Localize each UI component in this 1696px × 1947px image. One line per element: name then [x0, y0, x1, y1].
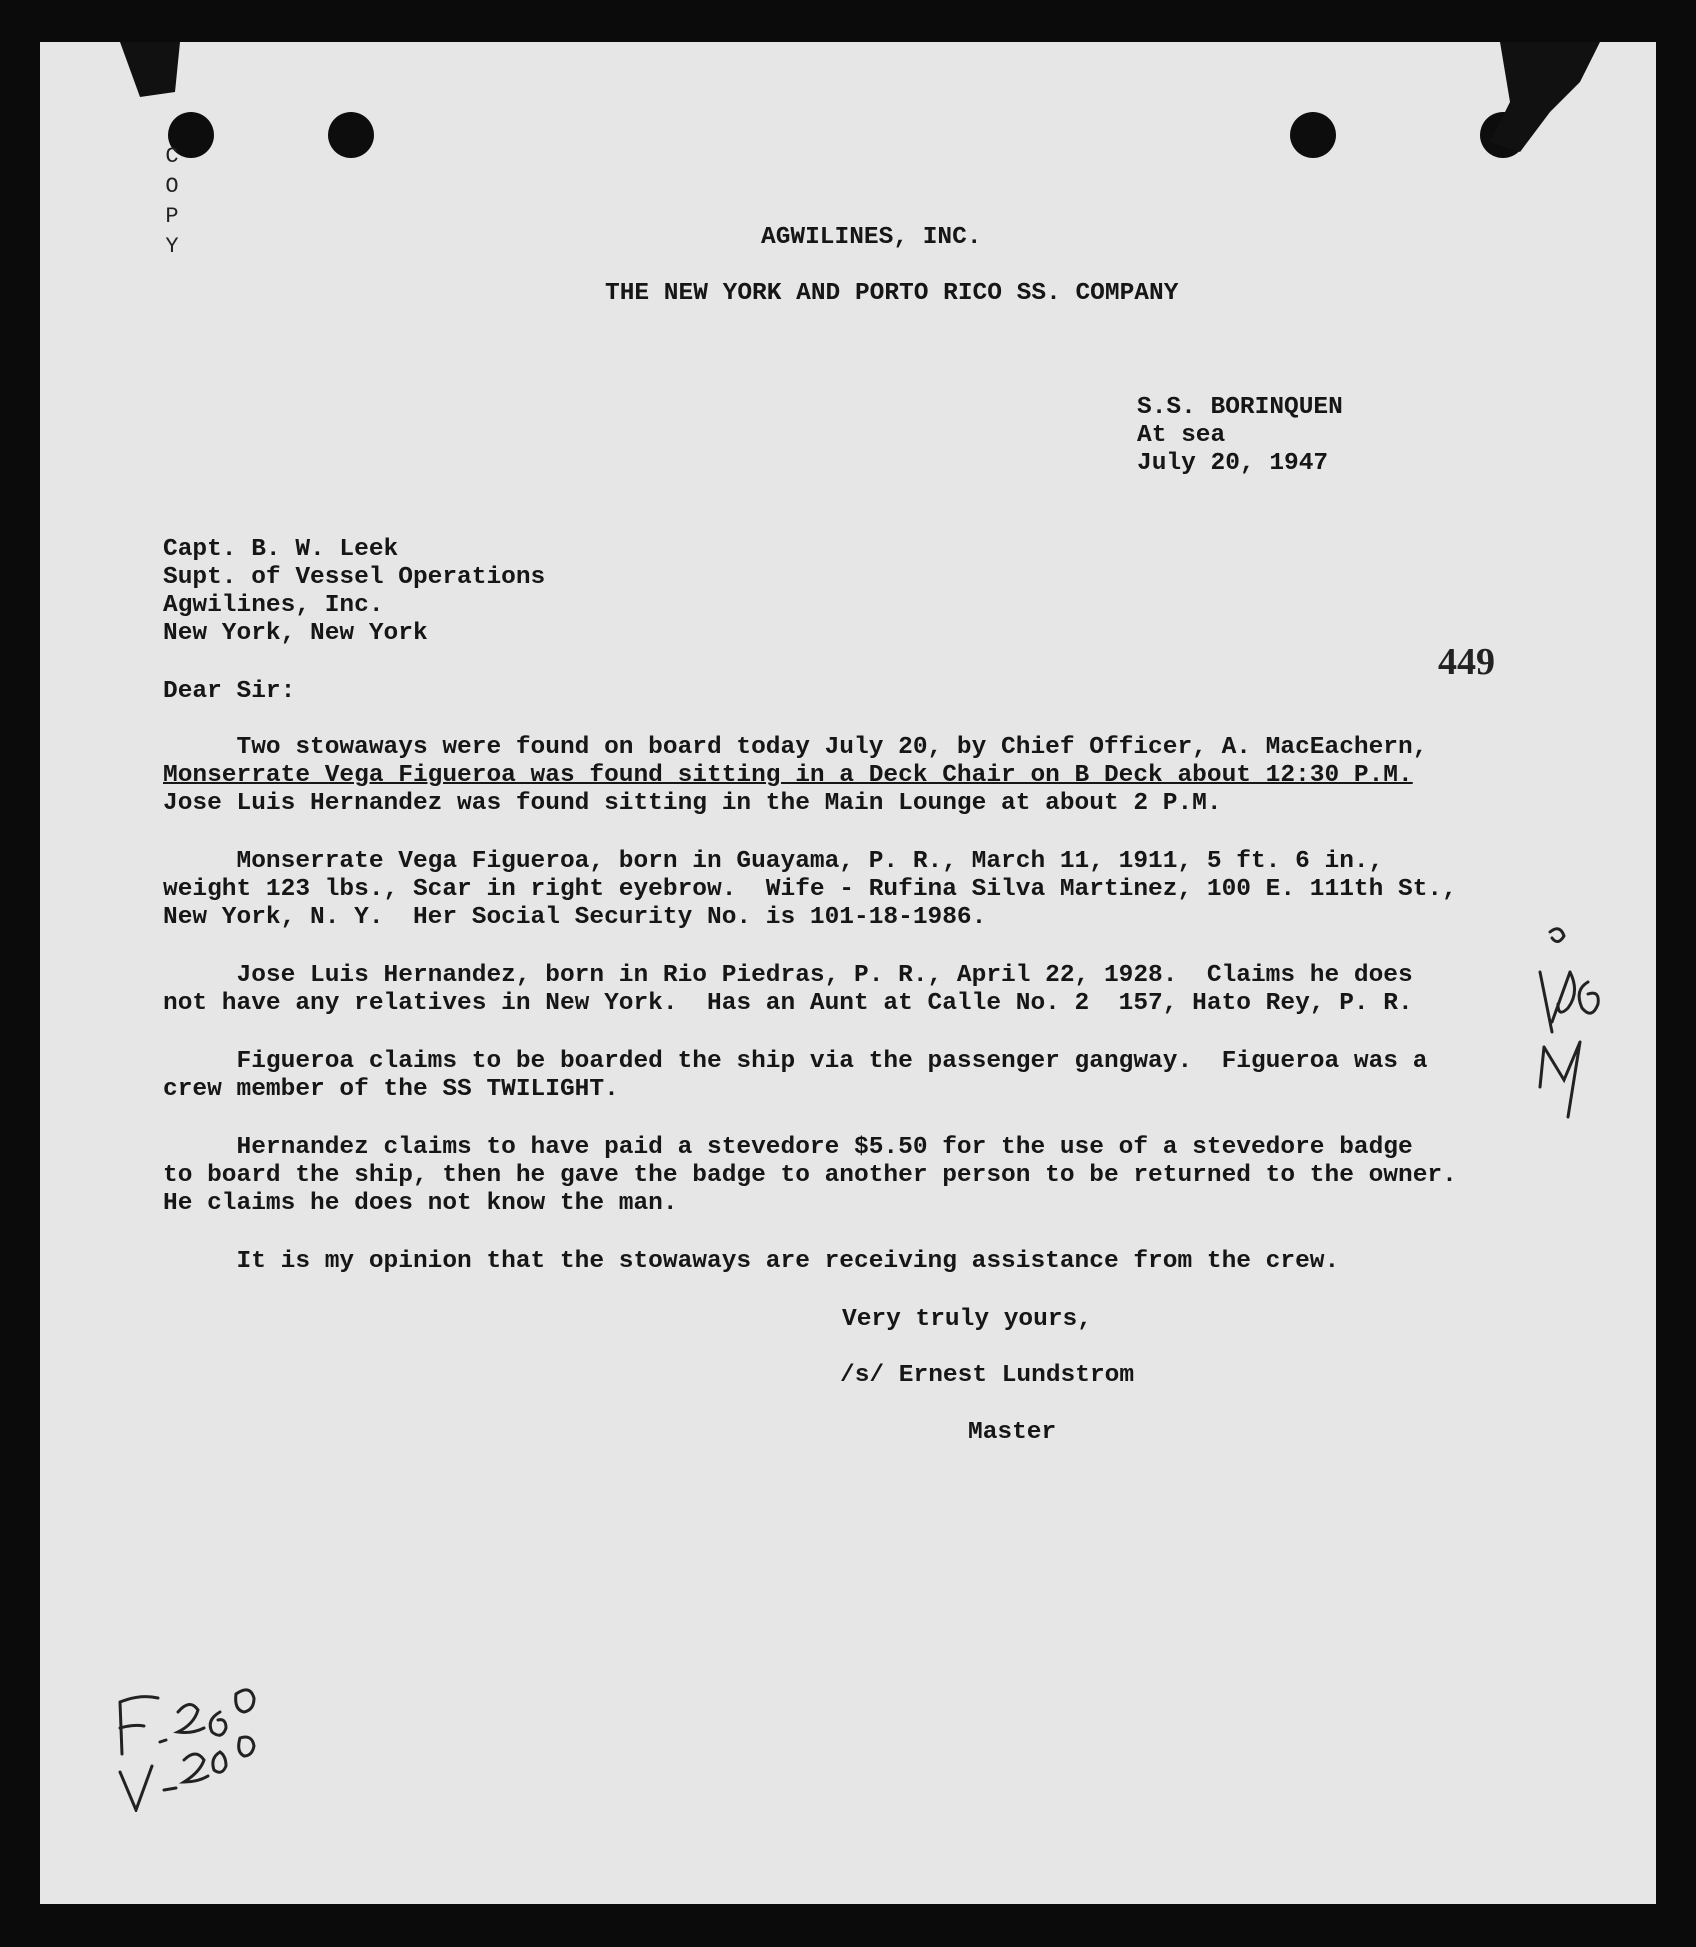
salutation: Dear Sir: [163, 678, 296, 705]
paragraph-line: Jose Luis Hernandez, born in Rio Piedras, P. R., April 22, 1928. Claims he does [163, 962, 1413, 989]
file-number-stamp: 449 [1438, 641, 1495, 683]
note-line [100, 1652, 103, 1653]
recipient-name: Capt. B. W. Leek [163, 536, 399, 563]
paragraph-line: to board the ship, then he gave the badge to another person to be returned to the owner. [163, 1162, 1457, 1189]
handwritten-note-bottom-left-text [100, 1652, 107, 1653]
paragraph-line: crew member of the SS TWILIGHT. [163, 1076, 619, 1103]
paragraph-line: Two stowaways were found on board today July 20, by Chief Officer, A. MacEachern, [163, 734, 1428, 761]
copy-letter: C [165, 144, 179, 169]
origin-ship: S.S. BORINQUEN [1137, 394, 1343, 421]
torn-edge-mark [120, 42, 180, 102]
paragraph-line: Figueroa claims to be boarded the ship via the passenger gangway. Figueroa was a [163, 1048, 1428, 1075]
paragraph-line: Monserrate Vega Figueroa, born in Guayama, P. R., March 11, 1911, 5 ft. 6 in., [163, 848, 1384, 875]
note-line [104, 1652, 107, 1653]
recipient-city: New York, New York [163, 620, 428, 647]
recipient-company: Agwilines, Inc. [163, 592, 384, 619]
handwritten-note-right [1530, 912, 1650, 1142]
paragraph-line: Hernandez claims to have paid a stevedore $5.50 for the use of a stevedore badge [163, 1134, 1413, 1161]
paragraph-line: Monserrate Vega Figueroa was found sitting in a Deck Chair on B Deck about 12:30 P.M. [163, 762, 1413, 789]
paragraph-line: Jose Luis Hernandez was found sitting in the Main Lounge at about 2 P.M. [163, 790, 1222, 817]
handwritten-note-right-text [1535, 1142, 1537, 1143]
copy-letter: P [165, 204, 179, 229]
paragraph-line: He claims he does not know the man. [163, 1190, 678, 1217]
recipient-title: Supt. of Vessel Operations [163, 564, 546, 591]
letter-page [40, 42, 1656, 1904]
punch-hole [328, 112, 374, 158]
letterhead-subsidiary: THE NEW YORK AND PORTO RICO SS. COMPANY [605, 280, 1179, 307]
signer-title: Master [968, 1419, 1057, 1446]
origin-date: July 20, 1947 [1137, 450, 1329, 477]
paragraph-line: weight 123 lbs., Scar in right eyebrow. Wife - Rufina Silva Martinez, 100 E. 111th St., [163, 876, 1457, 903]
paragraph-line: It is my opinion that the stowaways are receiving assistance from the crew. [163, 1248, 1340, 1275]
complimentary-close: Very truly yours, [842, 1306, 1092, 1333]
torn-corner-mark [1470, 42, 1610, 152]
handwritten-note-bottom-left [80, 1642, 270, 1812]
letterhead-company: AGWILINES, INC. [761, 224, 982, 251]
origin-location: At sea [1137, 422, 1226, 449]
copy-letter: Y [165, 234, 179, 259]
paragraph-line: not have any relatives in New York. Has an Aunt at Calle No. 2 157, Hato Rey, P. R. [163, 990, 1413, 1017]
signature: /s/ Ernest Lundstrom [840, 1362, 1135, 1389]
copy-mark [160, 142, 184, 262]
paragraph-line: New York, N. Y. Her Social Security No. is 101-18-1986. [163, 904, 987, 931]
copy-letter: O [165, 174, 179, 199]
punch-hole [1290, 112, 1336, 158]
